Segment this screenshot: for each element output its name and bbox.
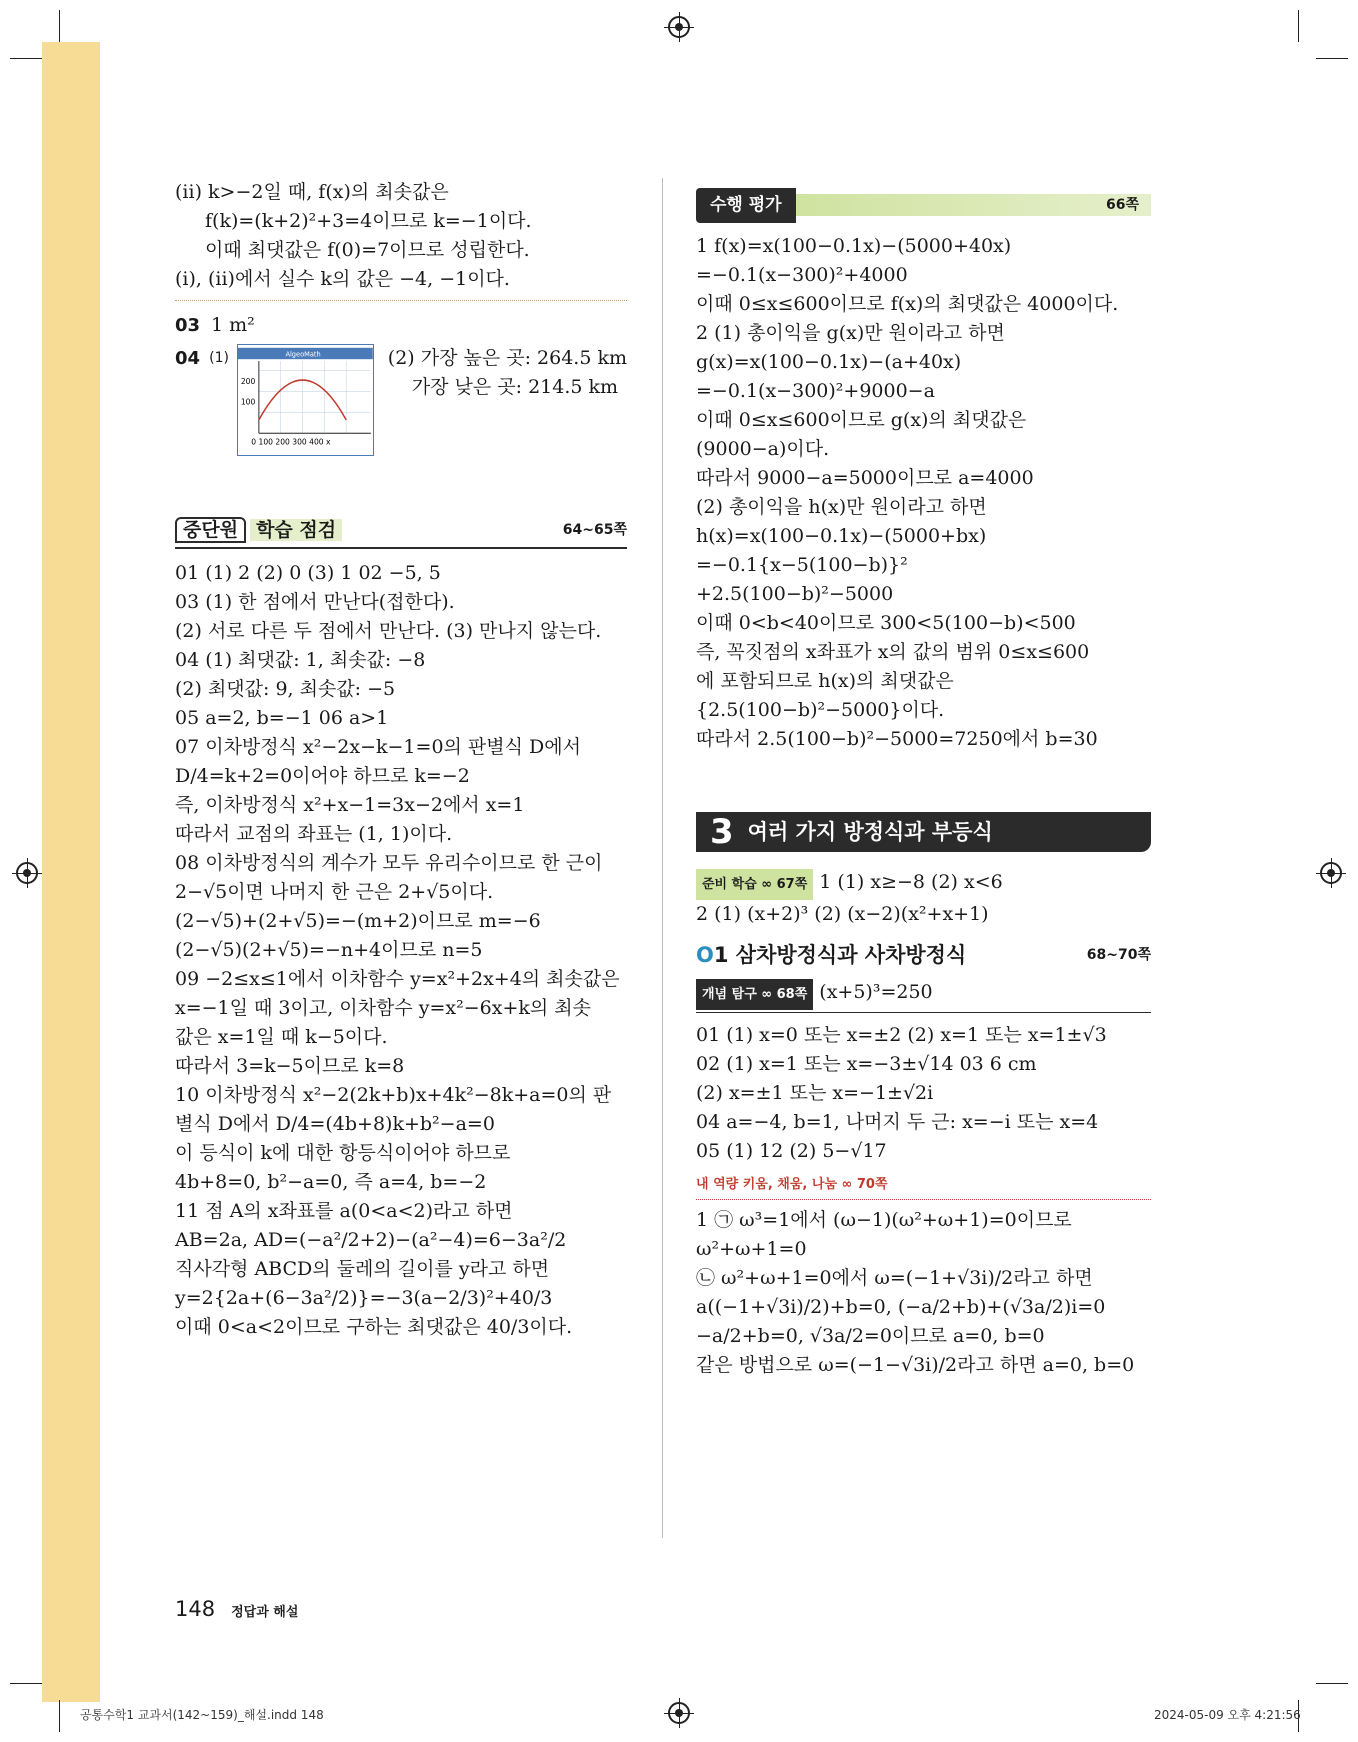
list-item: (9000−a)이다. [696,438,830,460]
graph-ylabel: 200 [240,376,256,386]
registration-mark-bottom [668,1702,690,1724]
list-item: 에 포함되므로 h(x)의 최댓값은 [696,670,954,692]
list-item: 이 등식이 k에 대한 항등식이어야 하므로 [175,1142,511,1164]
page-footer [175,1597,298,1621]
concept-line: 개념 탐구 ∞ 68쪽 (x+5)³=250 [696,978,1151,1013]
chapter-number: 3 [710,811,734,852]
list-item: (2−√5)(2+√5)=−n+4이므로 n=5 [175,939,483,961]
list-item: 같은 방법으로 ω=(−1−√3i)/2라고 하면 a=0, b=0 [696,1354,1135,1376]
crop-mark-tr-v [1298,10,1299,42]
list-item: 따라서 2.5(100−b)²−5000=7250에서 b=30 [696,728,1098,750]
graph-ylabel: 100 [240,397,256,407]
list-item: 07 이차방정식 x²−2x−k−1=0의 판별식 D에서 [175,736,581,758]
prep-line: 2 (1) (x+2)³ (2) (x−2)(x²+x+1) [696,903,989,925]
list-item: 01 (1) x=0 또는 x=±2 (2) x=1 또는 x=1±√3 [696,1024,1107,1046]
concept-tag: 개념 탐구 ∞ 68쪽 [696,979,813,1010]
list-item: (2−√5)+(2+√5)=−(m+2)이므로 m=−6 [175,910,541,932]
list-item: =−0.1(x−300)²+9000−a [696,380,935,402]
intro-line: 이때 최댓값은 f(0)=7이므로 성립한다. [205,239,530,261]
list-item: D/4=k+2=0이어야 하므로 k=−2 [175,765,470,787]
list-item: 08 이차방정식의 계수가 모두 유리수이므로 한 근이 [175,852,603,874]
list-item: 09 −2≤x≤1에서 이차함수 y=x²+2x+4의 최솟값은 [175,968,620,990]
lesson-title: 1 삼차방정식과 사차방정식 [713,943,967,967]
list-item: =−0.1{x−5(100−b)}² [696,554,908,576]
chapter-header [696,812,1151,852]
crop-mark-tr-h [1316,58,1348,59]
slug-timestamp: 2024-05-09 오후 4:21:56 [1154,1708,1301,1722]
parabola-graph [237,344,374,456]
list-item: 즉, 꼭짓점의 x좌표가 x의 값의 범위 0≤x≤600 [696,641,1090,663]
list-item: 따라서 교점의 좌표는 (1, 1)이다. [175,823,453,845]
list-item: x=−1일 때 3이고, 이차함수 y=x²−6x+k의 최솟 [175,997,592,1019]
answer-03: 03 1 m² [175,314,255,336]
list-item: +2.5(100−b)²−5000 [696,583,894,605]
yellow-margin-band [42,42,100,1702]
crop-mark-tl-h [10,58,42,59]
answer-04: 04 (1) AlgeoMath 200 100 0 100 200 300 400 x (2) 가장 높은 곳: 264.5 km 가장 낮은 곳: 214.5 km [175,344,627,456]
slug-filename: 공통수학1 교과서(142~159)_해설.indd 148 [80,1708,324,1722]
list-item: {2.5(100−b)²−5000}이다. [696,699,945,721]
list-item: ω²+ω+1=0 [696,1238,807,1260]
intro-line: (i), (ii)에서 실수 k의 값은 −4, −1이다. [175,268,510,290]
lesson-header [696,941,1151,970]
review-pages: 64~65쪽 [562,522,627,538]
list-item: 이때 0<a<2이므로 구하는 최댓값은 40/3이다. [175,1316,573,1338]
list-item: 04 (1) 최댓값: 1, 최솟값: −8 [175,649,426,671]
registration-mark-left [16,862,38,884]
review-label-a: 중단원 [175,517,246,543]
list-item: 11 점 A의 x좌표를 a(0<a<2)라고 하면 [175,1200,513,1222]
page-number: 148 [175,1597,216,1621]
crop-mark-bl-v [59,1700,60,1732]
registration-mark-right [1320,862,1342,884]
list-item: 2−√5이면 나머지 한 근은 2+√5이다. [175,881,494,903]
performance-pages: 66쪽 [796,194,1151,216]
dotted-separator [175,300,627,301]
list-item: ㉡ ω²+ω+1=0에서 ω=(−1+√3i)/2라고 하면 [696,1267,1093,1289]
crop-mark-tl-v [59,10,60,42]
list-item: 별식 D에서 D/4=(4b+8)k+b²−a=0 [175,1113,495,1135]
list-item: 05 a=2, b=−1 06 a>1 [175,707,389,729]
page-label: 정답과 해설 [231,1605,299,1620]
graph-xlabels: 0 100 200 300 400 x [251,437,331,447]
list-item: 이때 0≤x≤600이므로 f(x)의 최댓값은 4000이다. [696,293,1119,315]
left-column [175,178,627,1342]
graph-title: AlgeoMath [285,350,321,359]
list-item: 04 a=−4, b=1, 나머지 두 근: x=−i 또는 x=4 [696,1111,1099,1133]
column-divider [662,178,663,1538]
list-item: 03 (1) 한 점에서 만난다(접한다). [175,591,455,613]
list-item: 05 (1) 12 (2) 5−√17 [696,1140,887,1162]
review-section-header [175,516,627,549]
list-item: a((−1+√3i)/2)+b=0, (−a/2+b)+(√3a/2)i=0 [696,1296,1106,1318]
list-item: 1 ㉠ ω³=1에서 (ω−1)(ω²+ω+1)=0이므로 [696,1209,1072,1231]
list-item: 직사각형 ABCD의 둘레의 길이를 y라고 하면 [175,1258,550,1280]
list-item: =−0.1(x−300)²+4000 [696,264,908,286]
right-column [696,184,1151,1380]
bonus-header: 내 역량 키움, 채움, 나눔 ∞ 70쪽 [696,1170,1151,1200]
list-item: 따라서 9000−a=5000이므로 a=4000 [696,467,1034,489]
crop-mark-bl-h [10,1683,42,1684]
list-item: (2) x=±1 또는 x=−1±√2i [696,1082,934,1104]
list-item: 02 (1) x=1 또는 x=−3±√14 03 6 cm [696,1053,1037,1075]
prep-line: 준비 학습 ∞ 67쪽 1 (1) x≥−8 (2) x<6 [696,868,1151,900]
list-item: −a/2+b=0, √3a/2=0이므로 a=0, b=0 [696,1325,1045,1347]
lesson-marker: O [696,943,714,967]
crop-mark-br-h [1316,1683,1348,1684]
registration-mark-top [668,16,690,38]
list-item: (2) 서로 다른 두 점에서 만난다. (3) 만나지 않는다. [175,620,602,642]
list-item: 1 f(x)=x(100−0.1x)−(5000+40x) [696,235,1012,257]
list-item: 4b+8=0, b²−a=0, 즉 a=4, b=−2 [175,1171,487,1193]
performance-label: 수행 평가 [696,188,796,223]
list-item: 즉, 이차방정식 x²+x−1=3x−2에서 x=1 [175,794,525,816]
intro-line: (ii) k>−2일 때, f(x)의 최솟값은 [175,181,449,203]
list-item: 10 이차방정식 x²−2(2k+b)x+4k²−8k+a=0의 판 [175,1084,612,1106]
prep-tag: 준비 학습 ∞ 67쪽 [696,869,813,900]
list-item: (2) 최댓값: 9, 최솟값: −5 [175,678,396,700]
list-item: 이때 0≤x≤600이므로 g(x)의 최댓값은 [696,409,1027,431]
performance-header [696,188,1151,222]
list-item: g(x)=x(100−0.1x)−(a+40x) [696,351,962,373]
list-item: y=2{2a+(6−3a²/2)}=−3(a−2/3)²+40/3 [175,1287,553,1309]
lesson-pages: 68~70쪽 [1086,947,1151,963]
list-item: 01 (1) 2 (2) 0 (3) 1 02 −5, 5 [175,562,441,584]
intro-line: f(k)=(k+2)²+3=4이므로 k=−1이다. [205,210,532,232]
list-item: 따라서 3=k−5이므로 k=8 [175,1055,405,1077]
list-item: AB=2a, AD=(−a²/2+2)−(a²−4)=6−3a²/2 [175,1229,567,1251]
chapter-title: 여러 가지 방정식과 부등식 [747,819,993,844]
list-item: h(x)=x(100−0.1x)−(5000+bx) [696,525,987,547]
answer-04-part2: (2) 가장 높은 곳: 264.5 km 가장 낮은 곳: 214.5 km [387,347,627,398]
list-item: 2 (1) 총이익을 g(x)만 원이라고 하면 [696,322,1005,344]
list-item: (2) 총이익을 h(x)만 원이라고 하면 [696,496,987,518]
review-label-b: 학습 점검 [250,519,342,541]
list-item: 이때 0<b<40이므로 300<5(100−b)<500 [696,612,1076,634]
list-item: 값은 x=1일 때 k−5이다. [175,1026,388,1048]
